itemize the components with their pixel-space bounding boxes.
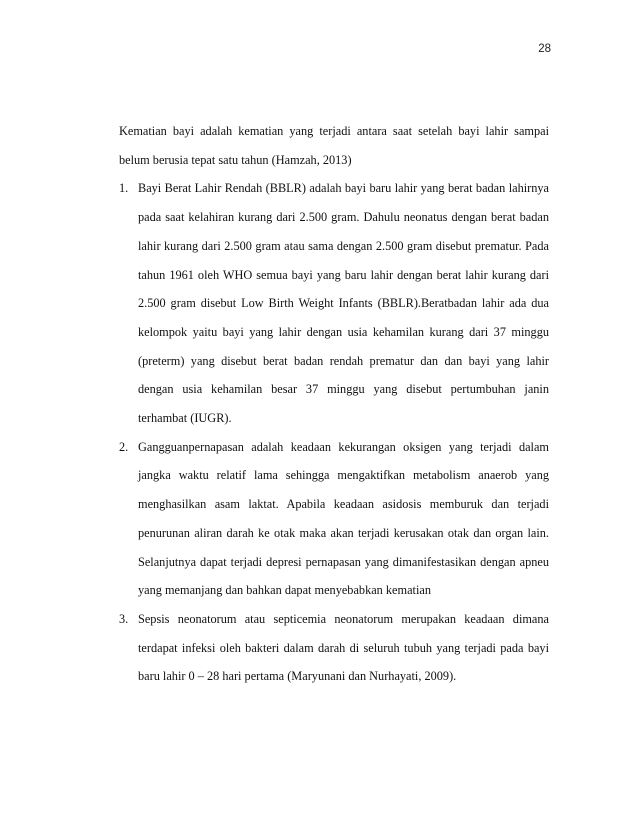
list-item bbox=[119, 433, 549, 605]
list-item bbox=[119, 174, 549, 432]
numbered-list bbox=[119, 174, 549, 691]
list-item-number: 2. bbox=[119, 439, 129, 454]
intro-paragraph: Kematian bayi adalah kematian yang terjadi antara saat setelah bayi lahir sampai belum berusia tepat satu tahun (Hamzah, 2013) bbox=[119, 124, 549, 167]
list-item-text: Sepsis neonatorum atau septicemia neonatorum merupakan keadaan dimana terdapat infeksi oleh bakteri dalam darah di seluruh tubuh yang terjadi pada bayi baru lahir 0 – 28 hari pertama (Maryunani dan Nurhayati, 2009). bbox=[138, 611, 549, 684]
list-item-text: Gangguanpernapasan adalah keadaan kekurangan oksigen yang terjadi dalam jangka waktu relatif lama sehingga mengaktifkan metabolism anaerob yang menghasilkan asam laktat. Apabila keadaan asidosis memburuk dan terjadi penurunan aliran darah ke otak maka akan terjadi kerusakan otak dan organ lain. Selanjutnya dapat terjadi depresi pernapasan yang dimanifestasikan dengan apneu yang memanjang dan bahkan dapat menyebabkan kematian bbox=[138, 439, 549, 598]
page-number: 28 bbox=[538, 43, 551, 55]
page-body bbox=[119, 117, 549, 691]
list-item-number: 1. bbox=[119, 181, 129, 196]
list-item-number: 3. bbox=[119, 611, 129, 626]
list-item bbox=[119, 605, 549, 691]
list-item-text: Bayi Berat Lahir Rendah (BBLR) adalah bayi baru lahir yang berat badan lahirnya pada saat kelahiran kurang dari 2.500 gram. Dahulu neonatus dengan berat badan lahir kurang dari 2.500 gram atau sama dengan 2.500 gram disebut prematur. Pada tahun 1961 oleh WHO semua bayi yang baru lahir dengan berat lahir kurang dari 2.500 gram disebut Low Birth Weight Infants (BBLR).Beratbadan lahir ada dua kelompok yaitu bayi yang lahir dengan usia kehamilan kurang dari 37 minggu (preterm) yang disebut berat badan rendah prematur dan dan bayi yang lahir dengan usia kehamilan besar 37 minggu yang disebut pertumbuhan janin terhambat (IUGR). bbox=[138, 181, 549, 426]
